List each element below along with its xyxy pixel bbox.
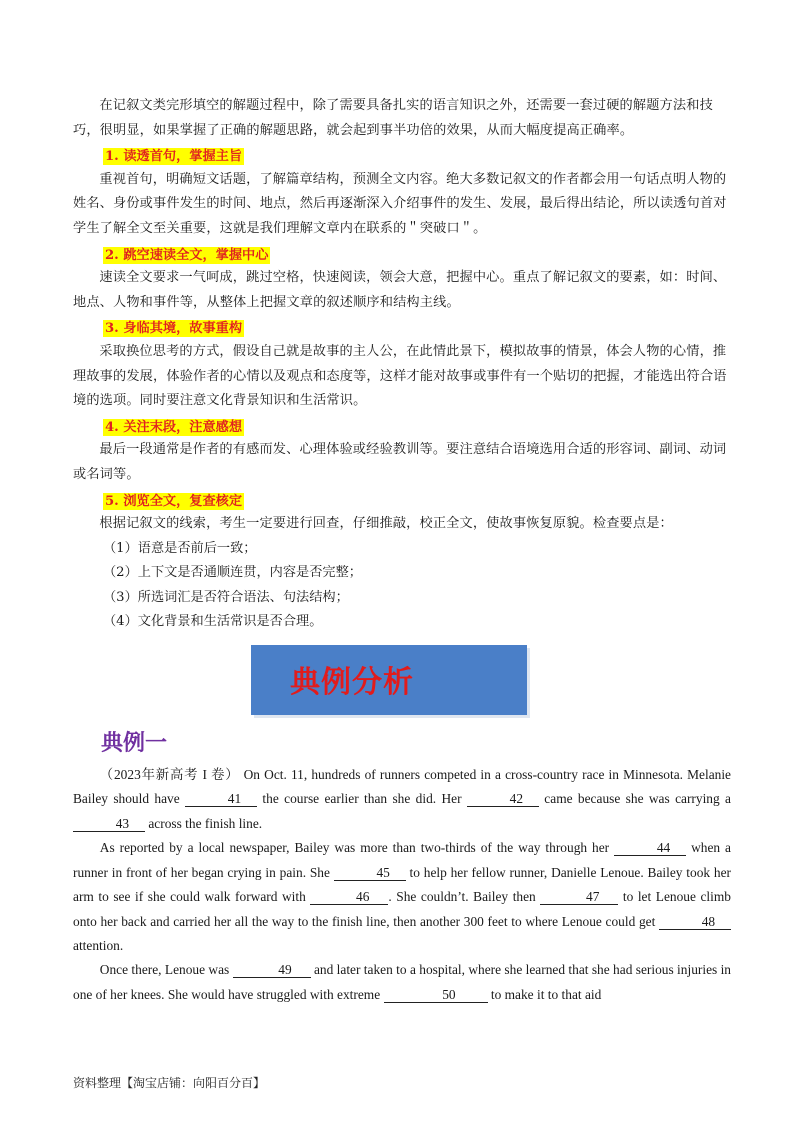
tip-heading-3-text: 3. 身临其境，故事重构	[105, 321, 243, 337]
passage-paragraph-1: （2023年新高考 I 卷） On Oct. 11, hundreds of runners competed in a cross-country race in Minnesota. Melanie Bailey should have 41 the course earlier than she did. Her 42 came because she was carrying a 43 across the finish line.	[73, 767, 732, 831]
checklist-item: （4）文化背景和生活常识是否合理。	[103, 614, 323, 630]
tip-body-5: 根据记叙文的线索，考生一定要进行回查，仔细推敲，校正全文，使故事恢复原貌。检查要点是：	[99, 516, 673, 532]
section-banner-text: 典例分析	[290, 665, 414, 701]
tip-body-2: 速读全文要求一气呵成，跳过空格，快速阅读，领会大意，把握中心。重点了解记叙文的要素，如：时间、地点、人物和事件等，从整体上把握文章的叙述顺序和结构主线。	[73, 270, 727, 310]
blank-46: 46	[310, 890, 388, 905]
tip-heading-4-text: 4. 关注末段，注意感想	[105, 419, 243, 435]
blank-42: 42	[467, 792, 539, 807]
passage-paragraph-3: Once there, Lenoue was 49 and later taken to a hospital, where she learned that she had serious injuries in one of her knees. She would have struggled with extreme 50 to make it to that aid	[73, 962, 731, 1002]
tip-body-3: 采取换位思考的方式，假设自己就是故事的主人公，在此情此景下，模拟故事的情景，体会人物的心情，推理故事的发展，体验作者的心情以及观点和态度等，这样才能对故事或事件有一个贴切的把握，才能选出符合语境的选项。同时要注意文化背景知识和生活常识。	[73, 343, 727, 409]
passage-paragraph-2: As reported by a local newspaper, Bailey was more than two-thirds of the way through her 44 when a runner in front of her began crying in pain. She 45 to help her fellow runner, Danielle Lenoue. Bailey took her arm to see if she could walk forward with 46 . She couldn’t. Bailey then 47 to let Lenoue climb onto her back and carried her all the way to the finish line, then another 300 feet to where Lenoue could get 48 attention.	[73, 840, 731, 953]
blank-43: 43	[73, 817, 145, 832]
page-footer: 资料整理【淘宝店铺：向阳百分百】	[73, 1076, 266, 1090]
blank-41: 41	[185, 792, 257, 807]
document-body	[73, 94, 731, 1007]
blank-50: 50	[384, 988, 488, 1003]
passage-source: （2023年新高考 I 卷）	[99, 767, 240, 783]
tip-heading-5-text: 5. 浏览全文，复查核定	[105, 493, 243, 509]
tip-heading-2-text: 2. 跳空速读全文，掌握中心	[105, 247, 269, 263]
checklist-item: （2）上下文是否通顺连贯，内容是否完整；	[103, 565, 362, 581]
tip-body-4: 最后一段通常是作者的有感而发、心理体验或经验教训等。要注意结合语境选用合适的形容词、副词、动词或名词等。	[73, 442, 727, 482]
tip-heading-2	[73, 242, 731, 267]
blank-48: 48	[659, 915, 731, 930]
tip-heading-1	[73, 143, 731, 168]
blank-47: 47	[540, 890, 618, 905]
tip-heading-4	[73, 414, 731, 439]
blank-44: 44	[614, 841, 686, 856]
blank-45: 45	[334, 866, 406, 881]
section-banner-row	[73, 645, 731, 725]
checklist-item: （3）所选词汇是否符合语法、句法结构；	[103, 589, 349, 605]
section-banner	[251, 645, 527, 715]
example-title: 典例一	[101, 731, 168, 757]
checklist-item: （1）语意是否前后一致；	[103, 540, 257, 556]
tip-body-1: 重视首句，明确短文话题，了解篇章结构，预测全文内容。绝大多数记叙文的作者都会用一句话点明人物的姓名、身份或事件发生的时间、地点，然后再逐渐深入介绍事件的发生、发展，最后得出结论，所以读透句首对学生了解全文至关重要，这就是我们理解文章内在联系的＂突破口＂。	[73, 171, 727, 236]
tip-heading-1-text: 1. 读透首句，掌握主旨	[105, 149, 243, 165]
tip-heading-5	[73, 488, 731, 513]
tip-heading-3	[73, 315, 731, 340]
blank-49: 49	[233, 963, 311, 978]
intro-paragraph: 在记叙文类完形填空的解题过程中，除了需要具备扎实的语言知识之外，还需要一套过硬的解题方法和技巧，很明显，如果掌握了正确的解题思路，就会起到事半功倍的效果，从而大幅度提高正确率。	[73, 98, 713, 138]
